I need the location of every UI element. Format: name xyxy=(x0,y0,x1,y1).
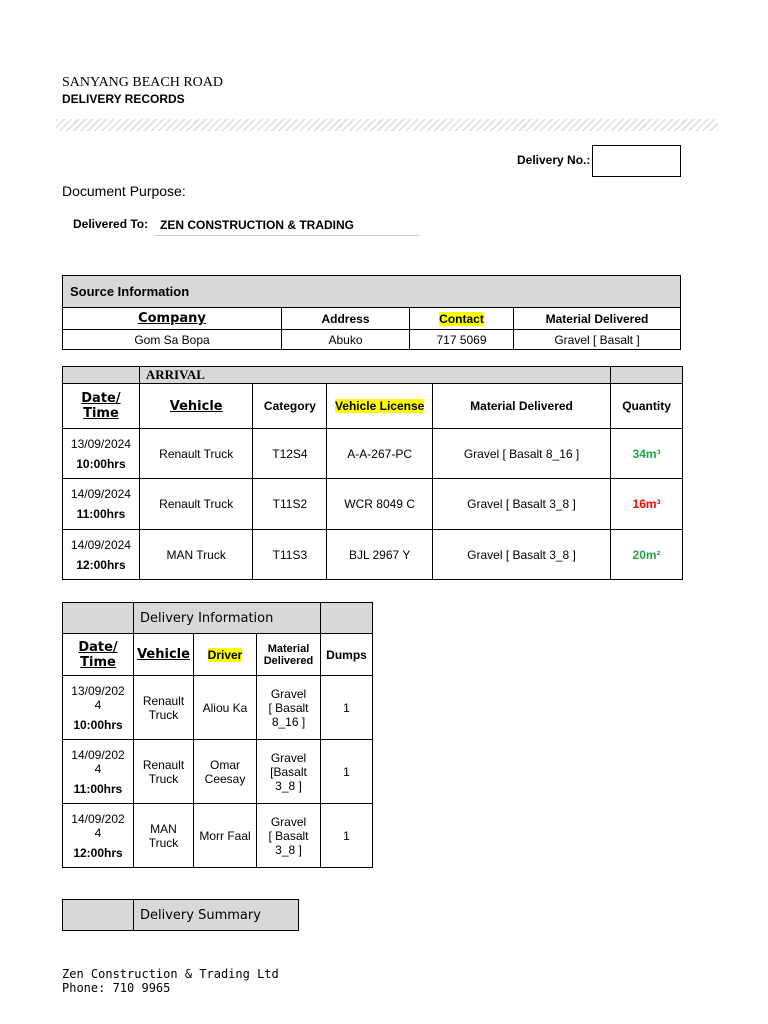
arrival-quantity: 34m³ xyxy=(611,429,683,479)
source-company: Gom Sa Bopa xyxy=(63,330,282,350)
footer-phone: Phone: 710 9965 xyxy=(62,981,171,995)
delivery-info-table xyxy=(62,602,373,868)
table-row xyxy=(63,676,373,740)
arrival-header-datetime: Date/ Time xyxy=(63,384,140,429)
source-address: Abuko xyxy=(282,330,410,350)
source-material: Gravel [ Basalt ] xyxy=(514,330,681,350)
table-row xyxy=(63,429,683,479)
delivery-header-material: Material Delivered xyxy=(257,634,321,676)
arrival-material: Gravel [ Basalt 8_16 ] xyxy=(432,429,610,479)
delivery-dumps: 1 xyxy=(321,804,373,868)
document-purpose-label: Document Purpose: xyxy=(62,183,186,199)
delivery-dumps: 1 xyxy=(321,676,373,740)
source-header-company: Company xyxy=(63,308,282,330)
header-divider xyxy=(56,119,718,131)
delivery-datetime: 13/09/202 4 10:00hrs xyxy=(63,676,134,740)
arrival-datetime: 14/09/2024 11:00hrs xyxy=(63,479,140,530)
source-info-table xyxy=(62,275,681,350)
page-title: DELIVERY RECORDS xyxy=(62,92,185,106)
delivery-header-dumps: Dumps xyxy=(321,634,373,676)
delivery-vehicle: MAN Truck xyxy=(134,804,194,868)
delivery-datetime: 14/09/202 4 11:00hrs xyxy=(63,740,134,804)
delivery-datetime: 14/09/202 4 12:00hrs xyxy=(63,804,134,868)
table-row xyxy=(63,479,683,530)
arrival-material: Gravel [ Basalt 3_8 ] xyxy=(432,530,610,580)
table-row xyxy=(63,330,681,350)
arrival-category: T11S2 xyxy=(253,479,327,530)
table-row xyxy=(63,740,373,804)
delivery-material: Gravel [ Basalt 8_16 ] xyxy=(257,676,321,740)
arrival-license: WCR 8049 C xyxy=(327,479,433,530)
delivery-driver: Aliou Ka xyxy=(194,676,257,740)
delivered-to-value[interactable]: ZEN CONSTRUCTION & TRADING xyxy=(154,218,420,236)
delivery-vehicle: Renault Truck xyxy=(134,676,194,740)
arrival-datetime: 14/09/2024 12:00hrs xyxy=(63,530,140,580)
delivery-header-driver: Driver xyxy=(194,634,257,676)
arrival-title: ARRIVAL xyxy=(139,367,610,384)
delivery-material: Gravel [Basalt 3_8 ] xyxy=(257,740,321,804)
arrival-header-category: Category xyxy=(253,384,327,429)
arrival-material: Gravel [ Basalt 3_8 ] xyxy=(432,479,610,530)
table-row xyxy=(63,530,683,580)
arrival-header-material: Material Delivered xyxy=(432,384,610,429)
delivered-to-label: Delivered To: xyxy=(73,217,149,231)
delivery-dumps: 1 xyxy=(321,740,373,804)
delivery-header-datetime: Date/ Time xyxy=(63,634,134,676)
arrival-datetime: 13/09/2024 10:00hrs xyxy=(63,429,140,479)
arrival-license: A-A-267-PC xyxy=(327,429,433,479)
source-contact: 717 5069 xyxy=(410,330,514,350)
delivery-no-field[interactable] xyxy=(592,145,681,177)
arrival-license: BJL 2967 Y xyxy=(327,530,433,580)
footer-company: Zen Construction & Trading Ltd xyxy=(62,967,279,981)
arrival-quantity: 20m² xyxy=(611,530,683,580)
delivery-driver: Morr Faal xyxy=(194,804,257,868)
source-header-material: Material Delivered xyxy=(514,308,681,330)
arrival-header-vehicle: Vehicle xyxy=(139,384,253,429)
arrival-vehicle: Renault Truck xyxy=(139,429,253,479)
arrival-header-quantity: Quantity xyxy=(611,384,683,429)
delivery-material: Gravel [ Basalt 3_8 ] xyxy=(257,804,321,868)
delivery-no-label: Delivery No.: xyxy=(517,153,591,167)
road-name: SANYANG BEACH ROAD xyxy=(62,75,224,90)
arrival-category: T11S3 xyxy=(253,530,327,580)
source-info-title: Source Information xyxy=(63,276,681,308)
arrival-vehicle: MAN Truck xyxy=(139,530,253,580)
footer xyxy=(62,967,279,995)
arrival-header-license: Vehicle License xyxy=(327,384,433,429)
source-header-contact: Contact xyxy=(410,308,514,330)
delivery-header-vehicle: Vehicle xyxy=(134,634,194,676)
arrival-quantity: 16m³ xyxy=(611,479,683,530)
arrival-vehicle: Renault Truck xyxy=(139,479,253,530)
delivery-vehicle: Renault Truck xyxy=(134,740,194,804)
delivery-summary-table xyxy=(62,899,299,931)
arrival-category: T12S4 xyxy=(253,429,327,479)
source-header-address: Address xyxy=(282,308,410,330)
arrival-table xyxy=(62,366,683,580)
delivery-info-title: Delivery Information xyxy=(134,603,321,634)
delivery-summary-title: Delivery Summary xyxy=(134,900,299,931)
delivery-driver: Omar Ceesay xyxy=(194,740,257,804)
table-row xyxy=(63,804,373,868)
